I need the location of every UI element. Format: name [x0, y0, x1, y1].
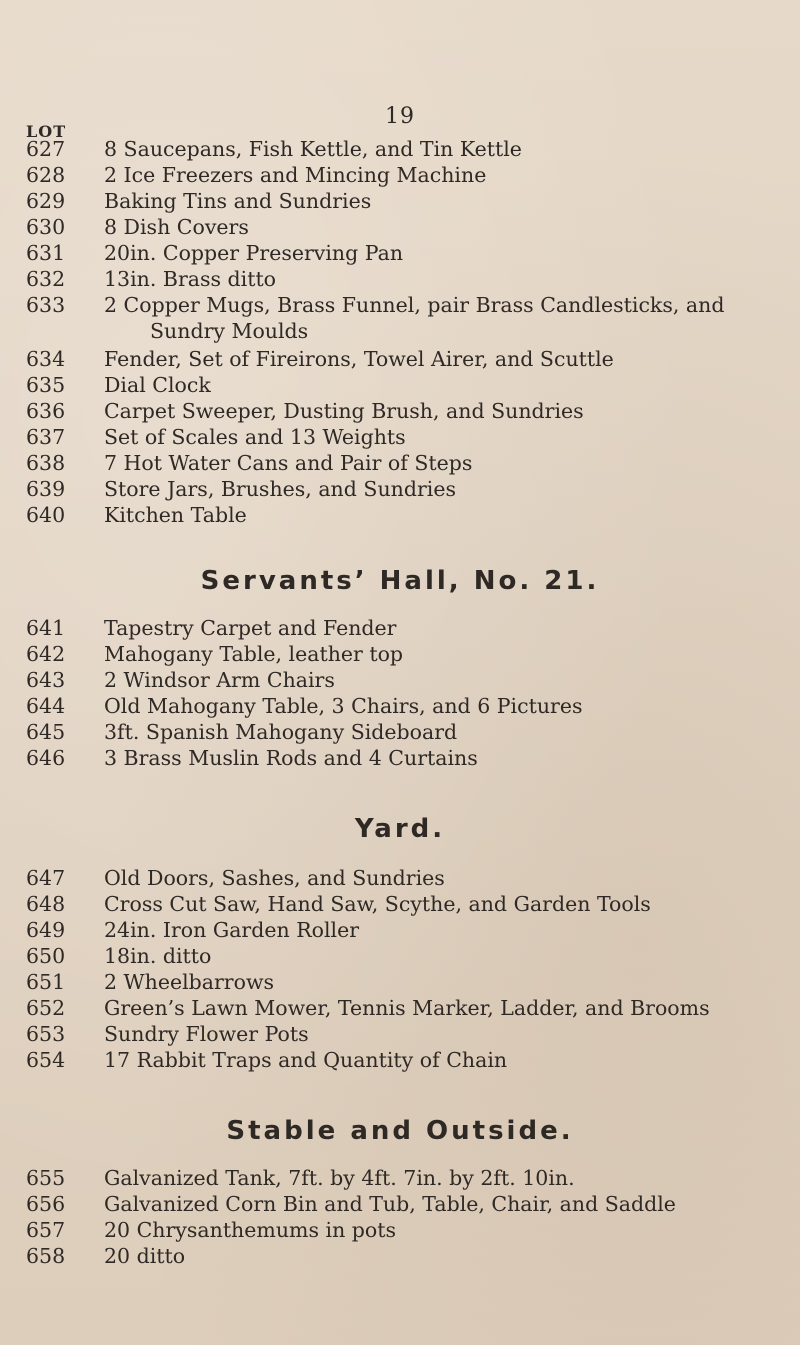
lot-description: 8 Dish Covers	[104, 215, 249, 239]
lot-description: Sundry Flower Pots	[104, 1022, 309, 1046]
section-heading-yard: Yard.	[354, 814, 446, 844]
lot-description: 2 Ice Freezers and Mincing Machine	[104, 163, 487, 187]
lot-description: 24in. Iron Garden Roller	[104, 918, 360, 942]
lot-number: 628	[26, 163, 66, 187]
lot-number: 652	[26, 996, 66, 1020]
lot-number: 654	[26, 1048, 66, 1072]
section-heading-stable-and-outside: Stable and Outside.	[226, 1116, 574, 1146]
lot-number: 657	[26, 1218, 66, 1242]
lot-number: 633	[26, 293, 66, 317]
lot-number: 631	[26, 241, 66, 265]
lot-description: Fender, Set of Fireirons, Towel Airer, and Scuttle	[104, 347, 614, 371]
lot-number: 630	[26, 215, 66, 239]
lot-column-header: LOT	[26, 122, 67, 141]
lot-number: 648	[26, 892, 66, 916]
lot-number: 632	[26, 267, 66, 291]
lot-description: Galvanized Tank, 7ft. by 4ft. 7in. by 2ft. 10in.	[104, 1166, 575, 1190]
lot-description-continued: Sundry Moulds	[150, 319, 309, 343]
lot-number: 651	[26, 970, 66, 994]
lot-description: Galvanized Corn Bin and Tub, Table, Chair, and Saddle	[104, 1192, 676, 1216]
lot-description: 3 Brass Muslin Rods and 4 Curtains	[104, 746, 478, 770]
lot-number: 655	[26, 1166, 66, 1190]
lot-number: 638	[26, 451, 66, 475]
lot-description: Carpet Sweeper, Dusting Brush, and Sundries	[104, 399, 584, 423]
lot-description: Cross Cut Saw, Hand Saw, Scythe, and Garden Tools	[104, 892, 651, 916]
lot-number: 627	[26, 137, 66, 161]
lot-description: Store Jars, Brushes, and Sundries	[104, 477, 456, 501]
lot-number: 646	[26, 746, 66, 770]
lot-number: 643	[26, 668, 66, 692]
lot-description: 17 Rabbit Traps and Quantity of Chain	[104, 1048, 508, 1072]
lot-description: Set of Scales and 13 Weights	[104, 425, 406, 449]
lot-number: 636	[26, 399, 66, 423]
lot-description: 3ft. Spanish Mahogany Sideboard	[104, 720, 458, 744]
lot-description: Dial Clock	[104, 373, 211, 397]
lot-number: 641	[26, 616, 66, 640]
lot-number: 634	[26, 347, 66, 371]
lot-number: 629	[26, 189, 66, 213]
lot-number: 639	[26, 477, 66, 501]
page-number: 19	[385, 104, 415, 129]
lot-number: 645	[26, 720, 66, 744]
lot-description: Baking Tins and Sundries	[104, 189, 372, 213]
lot-number: 644	[26, 694, 66, 718]
lot-number: 653	[26, 1022, 66, 1046]
section-heading-servants-hall: Servants’ Hall, No. 21.	[200, 566, 600, 596]
lot-description: 18in. ditto	[104, 944, 212, 968]
lot-number: 650	[26, 944, 66, 968]
lot-description: Mahogany Table, leather top	[104, 642, 404, 666]
lot-description: 13in. Brass ditto	[104, 267, 277, 291]
lot-number: 637	[26, 425, 66, 449]
lot-description: 7 Hot Water Cans and Pair of Steps	[104, 451, 473, 475]
lot-description: Tapestry Carpet and Fender	[104, 616, 397, 640]
lot-description: 8 Saucepans, Fish Kettle, and Tin Kettle	[104, 137, 522, 161]
lot-description: Old Doors, Sashes, and Sundries	[104, 866, 445, 890]
lot-description: 20 Chrysanthemums in pots	[104, 1218, 397, 1242]
lot-description: 20in. Copper Preserving Pan	[104, 241, 404, 265]
lot-description: Green’s Lawn Mower, Tennis Marker, Ladder, and Brooms	[104, 996, 710, 1020]
lot-number: 642	[26, 642, 66, 666]
lot-description: 2 Windsor Arm Chairs	[104, 668, 335, 692]
lot-description: 20 ditto	[104, 1244, 186, 1268]
lot-number: 640	[26, 503, 66, 527]
lot-description: 2 Copper Mugs, Brass Funnel, pair Brass Candlesticks, and	[104, 293, 725, 317]
lot-number: 635	[26, 373, 66, 397]
lot-number: 647	[26, 866, 66, 890]
lot-number: 649	[26, 918, 66, 942]
lot-description: Old Mahogany Table, 3 Chairs, and 6 Pictures	[104, 694, 583, 718]
lot-number: 658	[26, 1244, 66, 1268]
lot-number: 656	[26, 1192, 66, 1216]
lot-description: 2 Wheelbarrows	[104, 970, 275, 994]
lot-description: Kitchen Table	[104, 503, 247, 527]
